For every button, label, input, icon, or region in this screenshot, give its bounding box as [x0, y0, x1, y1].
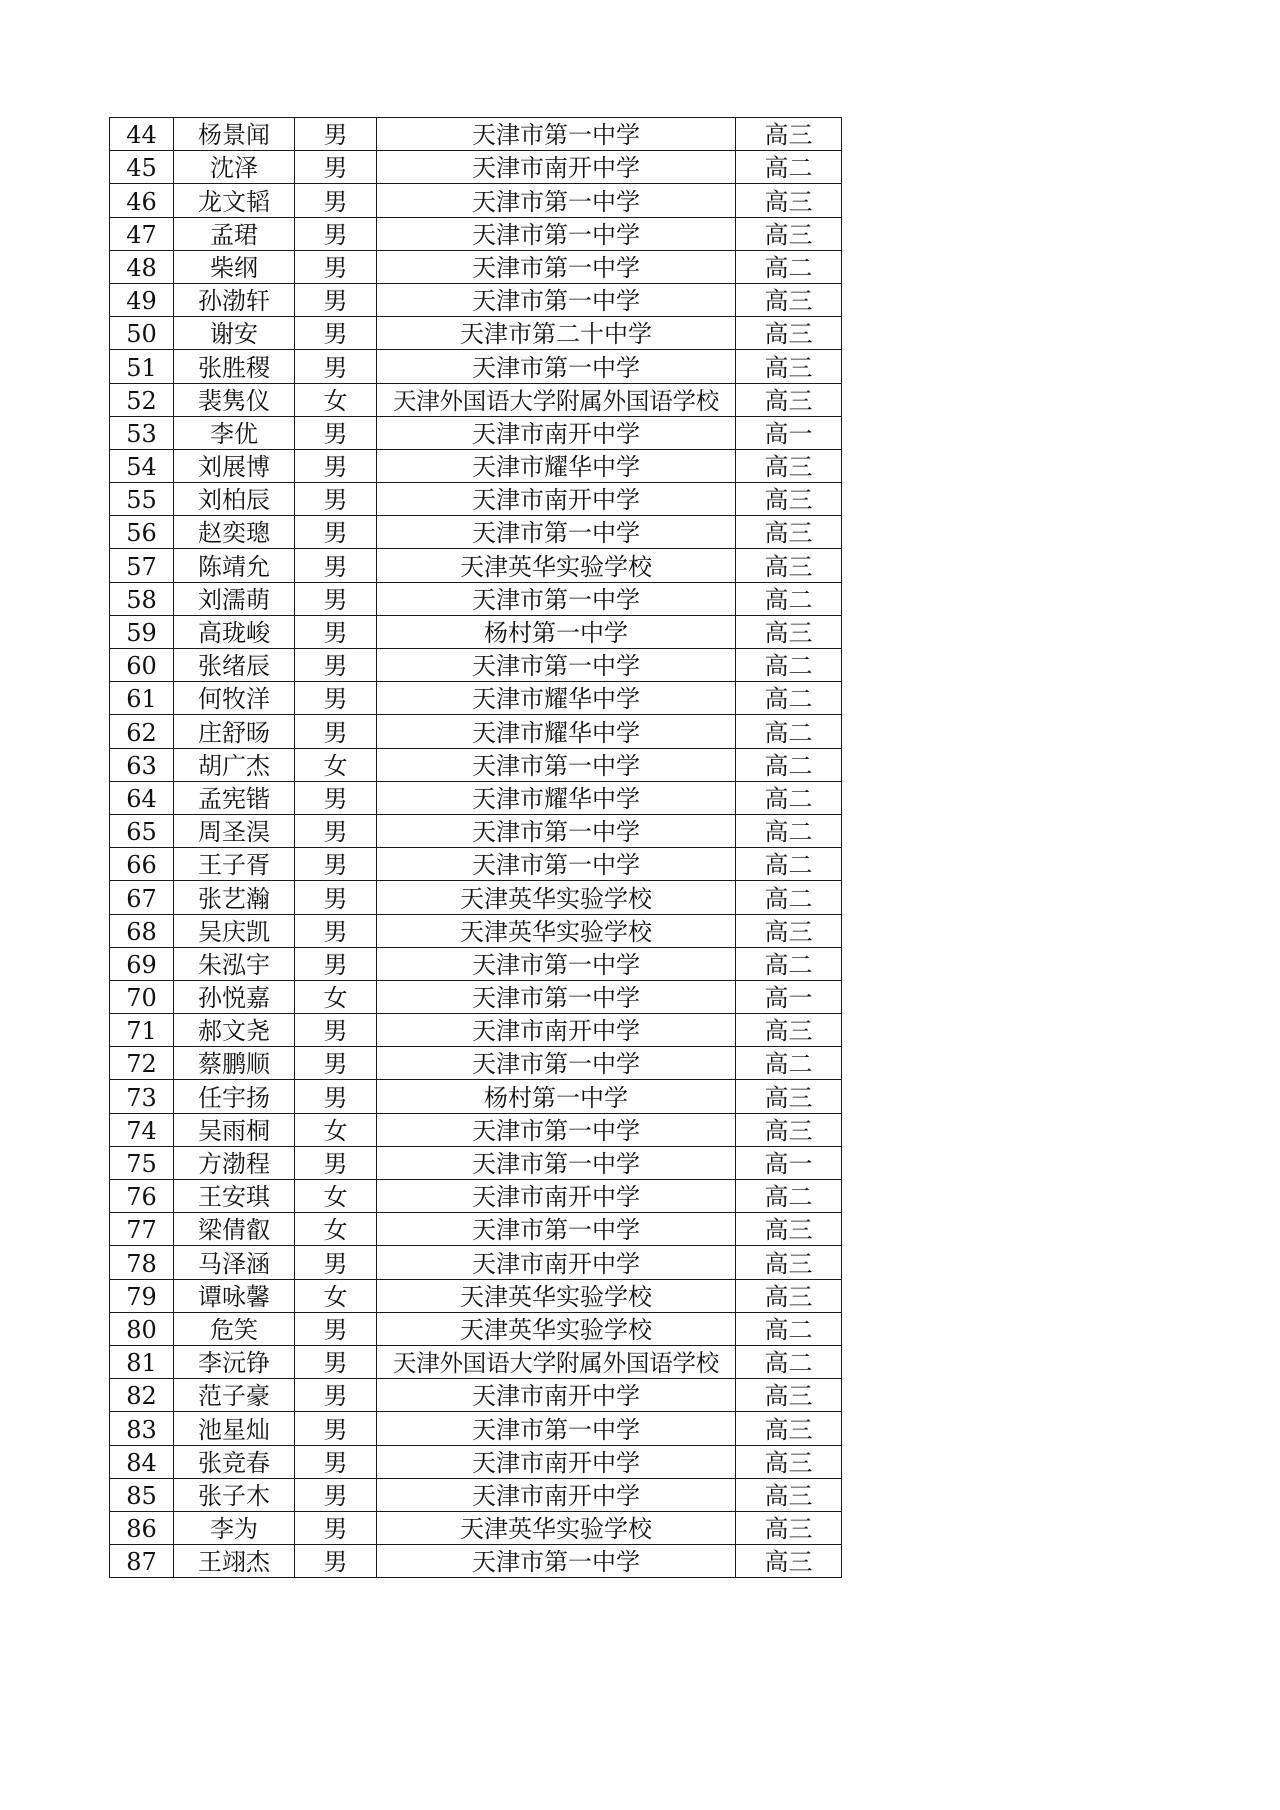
student-name-cell: 李为: [174, 1511, 295, 1544]
table-row: [110, 1279, 842, 1312]
school-cell: 天津外国语大学附属外国语学校: [377, 383, 736, 416]
student-name-cell: 方渤程: [174, 1146, 295, 1179]
roster-table: [109, 117, 842, 1578]
grade-cell: 高二: [736, 1180, 842, 1213]
row-number-cell: 76: [110, 1180, 174, 1213]
student-name-cell: 刘柏辰: [174, 483, 295, 516]
table-row: [110, 416, 842, 449]
row-number-cell: 78: [110, 1246, 174, 1279]
gender-cell: 男: [295, 350, 377, 383]
gender-cell: 男: [295, 283, 377, 316]
row-number-cell: 46: [110, 184, 174, 217]
student-name-cell: 周圣淏: [174, 814, 295, 847]
school-cell: 天津市第一中学: [377, 250, 736, 283]
row-number-cell: 54: [110, 449, 174, 482]
table-row: [110, 1478, 842, 1511]
gender-cell: 男: [295, 947, 377, 980]
student-name-cell: 高珑峻: [174, 615, 295, 648]
table-row: [110, 283, 842, 316]
gender-cell: 男: [295, 1511, 377, 1544]
row-number-cell: 51: [110, 350, 174, 383]
school-cell: 天津市第一中学: [377, 947, 736, 980]
gender-cell: 男: [295, 1246, 377, 1279]
row-number-cell: 55: [110, 483, 174, 516]
school-cell: 天津市第一中学: [377, 283, 736, 316]
grade-cell: 高二: [736, 781, 842, 814]
school-cell: 天津市第一中学: [377, 649, 736, 682]
student-name-cell: 池星灿: [174, 1412, 295, 1445]
grade-cell: 高三: [736, 317, 842, 350]
gender-cell: 男: [295, 615, 377, 648]
gender-cell: 男: [295, 1080, 377, 1113]
student-name-cell: 任宇扬: [174, 1080, 295, 1113]
table-row: [110, 1246, 842, 1279]
school-cell: 天津市第一中学: [377, 1213, 736, 1246]
gender-cell: 女: [295, 748, 377, 781]
gender-cell: 男: [295, 217, 377, 250]
row-number-cell: 50: [110, 317, 174, 350]
school-cell: 天津市第一中学: [377, 1412, 736, 1445]
school-cell: 天津市南开中学: [377, 151, 736, 184]
table-row: [110, 781, 842, 814]
table-row: [110, 980, 842, 1013]
table-row: [110, 914, 842, 947]
gender-cell: 男: [295, 1047, 377, 1080]
student-name-cell: 孟宪锴: [174, 781, 295, 814]
table-row: [110, 1180, 842, 1213]
school-cell: 天津市第一中学: [377, 217, 736, 250]
gender-cell: 男: [295, 151, 377, 184]
school-cell: 天津英华实验学校: [377, 549, 736, 582]
gender-cell: 男: [295, 549, 377, 582]
school-cell: 天津市南开中学: [377, 1246, 736, 1279]
school-cell: 天津市第一中学: [377, 1113, 736, 1146]
student-name-cell: 裴隽仪: [174, 383, 295, 416]
row-number-cell: 49: [110, 283, 174, 316]
grade-cell: 高二: [736, 1312, 842, 1345]
row-number-cell: 56: [110, 516, 174, 549]
student-name-cell: 胡广杰: [174, 748, 295, 781]
table-row: [110, 383, 842, 416]
school-cell: 天津英华实验学校: [377, 1511, 736, 1544]
school-cell: 杨村第一中学: [377, 1080, 736, 1113]
row-number-cell: 79: [110, 1279, 174, 1312]
grade-cell: 高三: [736, 1545, 842, 1578]
student-name-cell: 危笑: [174, 1312, 295, 1345]
grade-cell: 高三: [736, 1511, 842, 1544]
student-name-cell: 沈泽: [174, 151, 295, 184]
table-row: [110, 1445, 842, 1478]
school-cell: 天津市耀华中学: [377, 781, 736, 814]
grade-cell: 高二: [736, 582, 842, 615]
grade-cell: 高二: [736, 881, 842, 914]
school-cell: 天津市第二十中学: [377, 317, 736, 350]
school-cell: 杨村第一中学: [377, 615, 736, 648]
gender-cell: 男: [295, 1014, 377, 1047]
student-name-cell: 赵奕璁: [174, 516, 295, 549]
row-number-cell: 52: [110, 383, 174, 416]
row-number-cell: 71: [110, 1014, 174, 1047]
grade-cell: 高二: [736, 151, 842, 184]
grade-cell: 高二: [736, 682, 842, 715]
table-row: [110, 682, 842, 715]
gender-cell: 男: [295, 1445, 377, 1478]
table-row: [110, 1412, 842, 1445]
grade-cell: 高三: [736, 1213, 842, 1246]
row-number-cell: 87: [110, 1545, 174, 1578]
row-number-cell: 57: [110, 549, 174, 582]
gender-cell: 女: [295, 1213, 377, 1246]
student-name-cell: 张竞春: [174, 1445, 295, 1478]
student-name-cell: 孙悦嘉: [174, 980, 295, 1013]
row-number-cell: 73: [110, 1080, 174, 1113]
row-number-cell: 83: [110, 1412, 174, 1445]
student-name-cell: 李沅铮: [174, 1345, 295, 1378]
school-cell: 天津英华实验学校: [377, 1312, 736, 1345]
student-name-cell: 王安琪: [174, 1180, 295, 1213]
row-number-cell: 82: [110, 1379, 174, 1412]
student-name-cell: 吴雨桐: [174, 1113, 295, 1146]
gender-cell: 男: [295, 416, 377, 449]
grade-cell: 高三: [736, 1445, 842, 1478]
gender-cell: 男: [295, 582, 377, 615]
row-number-cell: 70: [110, 980, 174, 1013]
student-name-cell: 吴庆凯: [174, 914, 295, 947]
grade-cell: 高一: [736, 416, 842, 449]
school-cell: 天津市南开中学: [377, 1014, 736, 1047]
table-row: [110, 1080, 842, 1113]
gender-cell: 男: [295, 118, 377, 151]
gender-cell: 女: [295, 980, 377, 1013]
student-name-cell: 谢安: [174, 317, 295, 350]
student-name-cell: 梁倩叡: [174, 1213, 295, 1246]
gender-cell: 男: [295, 1146, 377, 1179]
table-row: [110, 814, 842, 847]
grade-cell: 高三: [736, 283, 842, 316]
row-number-cell: 53: [110, 416, 174, 449]
gender-cell: 男: [295, 250, 377, 283]
row-number-cell: 45: [110, 151, 174, 184]
school-cell: 天津市第一中学: [377, 582, 736, 615]
grade-cell: 高三: [736, 914, 842, 947]
row-number-cell: 61: [110, 682, 174, 715]
gender-cell: 男: [295, 317, 377, 350]
row-number-cell: 68: [110, 914, 174, 947]
student-name-cell: 陈靖允: [174, 549, 295, 582]
grade-cell: 高三: [736, 1113, 842, 1146]
table-row: [110, 649, 842, 682]
student-name-cell: 张绪辰: [174, 649, 295, 682]
student-name-cell: 杨景闻: [174, 118, 295, 151]
grade-cell: 高二: [736, 1345, 842, 1378]
student-name-cell: 朱泓宇: [174, 947, 295, 980]
table-row: [110, 1213, 842, 1246]
gender-cell: 男: [295, 1379, 377, 1412]
student-name-cell: 张子木: [174, 1478, 295, 1511]
school-cell: 天津市第一中学: [377, 118, 736, 151]
table-row: [110, 184, 842, 217]
table-row: [110, 118, 842, 151]
school-cell: 天津市南开中学: [377, 1379, 736, 1412]
student-name-cell: 孙渤轩: [174, 283, 295, 316]
student-name-cell: 马泽涵: [174, 1246, 295, 1279]
grade-cell: 高一: [736, 1146, 842, 1179]
grade-cell: 高三: [736, 350, 842, 383]
table-row: [110, 1113, 842, 1146]
grade-cell: 高三: [736, 516, 842, 549]
gender-cell: 男: [295, 715, 377, 748]
grade-cell: 高二: [736, 947, 842, 980]
row-number-cell: 67: [110, 881, 174, 914]
table-row: [110, 947, 842, 980]
school-cell: 天津市耀华中学: [377, 449, 736, 482]
gender-cell: 男: [295, 682, 377, 715]
table-row: [110, 615, 842, 648]
table-row: [110, 1312, 842, 1345]
grade-cell: 高三: [736, 1080, 842, 1113]
gender-cell: 男: [295, 814, 377, 847]
grade-cell: 高三: [736, 1279, 842, 1312]
student-name-cell: 郝文尧: [174, 1014, 295, 1047]
gender-cell: 男: [295, 1478, 377, 1511]
row-number-cell: 60: [110, 649, 174, 682]
row-number-cell: 77: [110, 1213, 174, 1246]
school-cell: 天津市第一中学: [377, 1047, 736, 1080]
school-cell: 天津市南开中学: [377, 416, 736, 449]
table-row: [110, 317, 842, 350]
grade-cell: 高三: [736, 483, 842, 516]
student-name-cell: 何牧洋: [174, 682, 295, 715]
school-cell: 天津市第一中学: [377, 350, 736, 383]
table-row: [110, 1047, 842, 1080]
gender-cell: 男: [295, 1545, 377, 1578]
row-number-cell: 86: [110, 1511, 174, 1544]
row-number-cell: 80: [110, 1312, 174, 1345]
table-row: [110, 848, 842, 881]
grade-cell: 高二: [736, 649, 842, 682]
grade-cell: 高三: [736, 383, 842, 416]
grade-cell: 高三: [736, 1412, 842, 1445]
gender-cell: 男: [295, 516, 377, 549]
gender-cell: 男: [295, 184, 377, 217]
row-number-cell: 84: [110, 1445, 174, 1478]
student-name-cell: 范子豪: [174, 1379, 295, 1412]
table-row: [110, 1545, 842, 1578]
school-cell: 天津市南开中学: [377, 1445, 736, 1478]
table-row: [110, 549, 842, 582]
gender-cell: 男: [295, 483, 377, 516]
row-number-cell: 48: [110, 250, 174, 283]
table-row: [110, 151, 842, 184]
gender-cell: 男: [295, 1345, 377, 1378]
table-row: [110, 250, 842, 283]
table-row: [110, 1379, 842, 1412]
grade-cell: 高三: [736, 615, 842, 648]
grade-cell: 高三: [736, 1379, 842, 1412]
grade-cell: 高三: [736, 1478, 842, 1511]
student-name-cell: 王子胥: [174, 848, 295, 881]
gender-cell: 男: [295, 881, 377, 914]
school-cell: 天津市第一中学: [377, 516, 736, 549]
grade-cell: 高二: [736, 715, 842, 748]
school-cell: 天津市耀华中学: [377, 715, 736, 748]
school-cell: 天津市南开中学: [377, 1478, 736, 1511]
gender-cell: 男: [295, 1412, 377, 1445]
school-cell: 天津英华实验学校: [377, 881, 736, 914]
grade-cell: 高二: [736, 814, 842, 847]
grade-cell: 高三: [736, 118, 842, 151]
row-number-cell: 69: [110, 947, 174, 980]
row-number-cell: 63: [110, 748, 174, 781]
table-row: [110, 217, 842, 250]
row-number-cell: 65: [110, 814, 174, 847]
table-row: [110, 516, 842, 549]
table-row: [110, 715, 842, 748]
grade-cell: 高二: [736, 748, 842, 781]
grade-cell: 高三: [736, 1246, 842, 1279]
student-name-cell: 刘展博: [174, 449, 295, 482]
student-name-cell: 蔡鹏顺: [174, 1047, 295, 1080]
table-row: [110, 483, 842, 516]
school-cell: 天津英华实验学校: [377, 914, 736, 947]
table-row: [110, 1345, 842, 1378]
row-number-cell: 72: [110, 1047, 174, 1080]
grade-cell: 高三: [736, 549, 842, 582]
gender-cell: 女: [295, 1279, 377, 1312]
gender-cell: 男: [295, 449, 377, 482]
school-cell: 天津市第一中学: [377, 1545, 736, 1578]
grade-cell: 高三: [736, 449, 842, 482]
gender-cell: 男: [295, 649, 377, 682]
row-number-cell: 58: [110, 582, 174, 615]
table-row: [110, 449, 842, 482]
student-name-cell: 王翊杰: [174, 1545, 295, 1578]
student-name-cell: 张艺瀚: [174, 881, 295, 914]
student-name-cell: 刘濡萌: [174, 582, 295, 615]
student-name-cell: 庄舒旸: [174, 715, 295, 748]
gender-cell: 男: [295, 781, 377, 814]
row-number-cell: 81: [110, 1345, 174, 1378]
row-number-cell: 85: [110, 1478, 174, 1511]
grade-cell: 高三: [736, 1014, 842, 1047]
school-cell: 天津市南开中学: [377, 483, 736, 516]
table-row: [110, 1511, 842, 1544]
student-name-cell: 谭咏馨: [174, 1279, 295, 1312]
gender-cell: 男: [295, 914, 377, 947]
table-row: [110, 1146, 842, 1179]
school-cell: 天津市第一中学: [377, 184, 736, 217]
school-cell: 天津市第一中学: [377, 848, 736, 881]
row-number-cell: 62: [110, 715, 174, 748]
grade-cell: 高二: [736, 250, 842, 283]
gender-cell: 女: [295, 1180, 377, 1213]
table-row: [110, 350, 842, 383]
gender-cell: 男: [295, 848, 377, 881]
student-name-cell: 张胜稷: [174, 350, 295, 383]
gender-cell: 女: [295, 383, 377, 416]
table-row: [110, 748, 842, 781]
school-cell: 天津英华实验学校: [377, 1279, 736, 1312]
table-row: [110, 1014, 842, 1047]
student-name-cell: 柴纲: [174, 250, 295, 283]
school-cell: 天津市第一中学: [377, 748, 736, 781]
student-name-cell: 龙文韬: [174, 184, 295, 217]
row-number-cell: 75: [110, 1146, 174, 1179]
roster-body: [110, 118, 842, 1578]
school-cell: 天津市第一中学: [377, 1146, 736, 1179]
school-cell: 天津市耀华中学: [377, 682, 736, 715]
table-row: [110, 582, 842, 615]
school-cell: 天津市第一中学: [377, 814, 736, 847]
student-name-cell: 李优: [174, 416, 295, 449]
gender-cell: 女: [295, 1113, 377, 1146]
row-number-cell: 59: [110, 615, 174, 648]
grade-cell: 高一: [736, 980, 842, 1013]
row-number-cell: 74: [110, 1113, 174, 1146]
gender-cell: 男: [295, 1312, 377, 1345]
row-number-cell: 64: [110, 781, 174, 814]
row-number-cell: 44: [110, 118, 174, 151]
row-number-cell: 66: [110, 848, 174, 881]
school-cell: 天津市南开中学: [377, 1180, 736, 1213]
student-name-cell: 孟珺: [174, 217, 295, 250]
row-number-cell: 47: [110, 217, 174, 250]
grade-cell: 高二: [736, 848, 842, 881]
table-row: [110, 881, 842, 914]
grade-cell: 高三: [736, 217, 842, 250]
school-cell: 天津外国语大学附属外国语学校: [377, 1345, 736, 1378]
grade-cell: 高二: [736, 1047, 842, 1080]
grade-cell: 高三: [736, 184, 842, 217]
school-cell: 天津市第一中学: [377, 980, 736, 1013]
